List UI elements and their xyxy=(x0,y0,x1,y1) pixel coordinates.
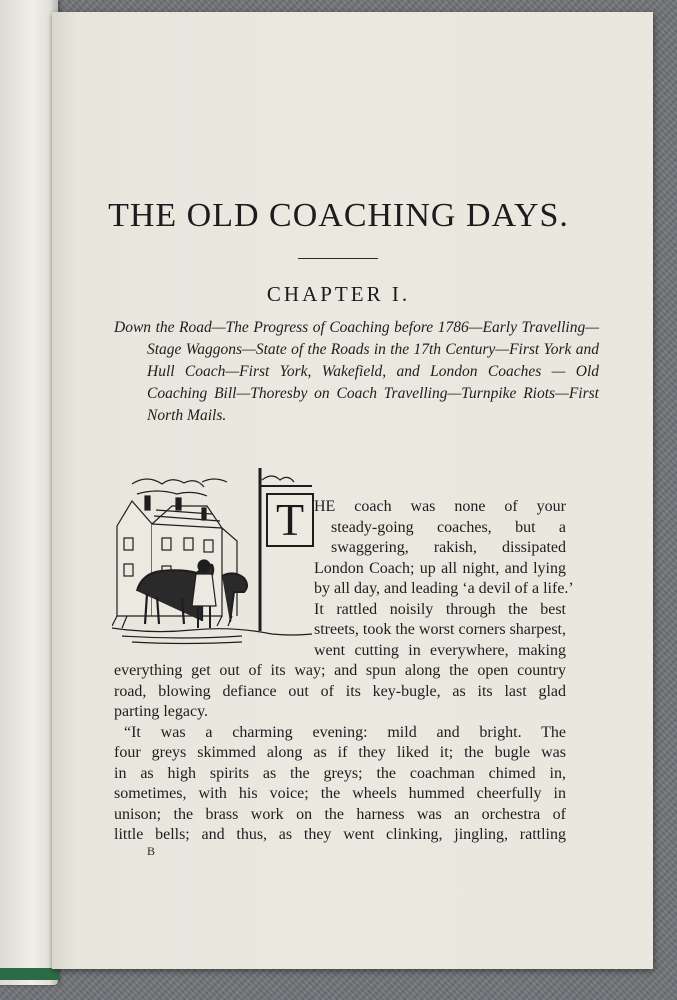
chapter-summary: Down the Road—The Progress of Coaching before 1786—Early Travelling—Stage Waggons—State of the Roads in the 17th Century—First York and Hull Coach—First York, Wakefield, and London Coaches — Old Coaching Bill—Thoresby on Coach Travelling—Turnpike Riots—First North Mails. xyxy=(114,319,599,424)
text-line: streets, took the worst corners sharpest, xyxy=(314,621,566,638)
text-line: steady-going coaches, but a xyxy=(331,518,566,536)
text-line: “It was a charming evening: mild and bright. The xyxy=(124,723,566,741)
chapter-heading: CHAPTER I. xyxy=(266,282,411,306)
text-line: road, blowing defiance out of its key-bugle, as its last glad xyxy=(114,682,566,700)
text-line: little bells; and thus, as they went clinking, jingling, rattling xyxy=(114,826,566,843)
book-title: THE OLD COACHING DAYS. xyxy=(108,197,569,234)
text-line: parting legacy. xyxy=(114,703,209,720)
text-line: in as high spirits as the greys; the coachman chimed in, xyxy=(114,764,566,782)
text-line: four greys skimmed along as if they liked it; the bugle was xyxy=(114,744,566,761)
facing-page-edge xyxy=(0,0,58,985)
text-line: went cutting in everywhere, making xyxy=(314,641,566,659)
body-text xyxy=(114,497,574,846)
title-rule xyxy=(298,258,378,259)
text-line: everything get out of its way; and spun along the open country xyxy=(114,662,566,679)
green-cover-edge xyxy=(0,968,60,980)
text-line: swaggering, rakish, dissipated xyxy=(331,539,566,556)
text-line: by all day, and leading ‘a devil of a life.’ xyxy=(314,580,574,597)
drop-cap: T xyxy=(266,493,314,547)
signature-mark: B xyxy=(147,844,156,858)
text-line: HE coach was none of your xyxy=(314,498,566,515)
text-line: London Coach; up all night, and lying xyxy=(314,559,566,577)
text-line: It rattled noisily through the best xyxy=(314,600,566,618)
text-line: unison; the brass work on the harness was an orchestra of xyxy=(114,805,566,823)
text-line: sometimes, with his voice; the wheels hummed cheerfully in xyxy=(114,785,566,802)
